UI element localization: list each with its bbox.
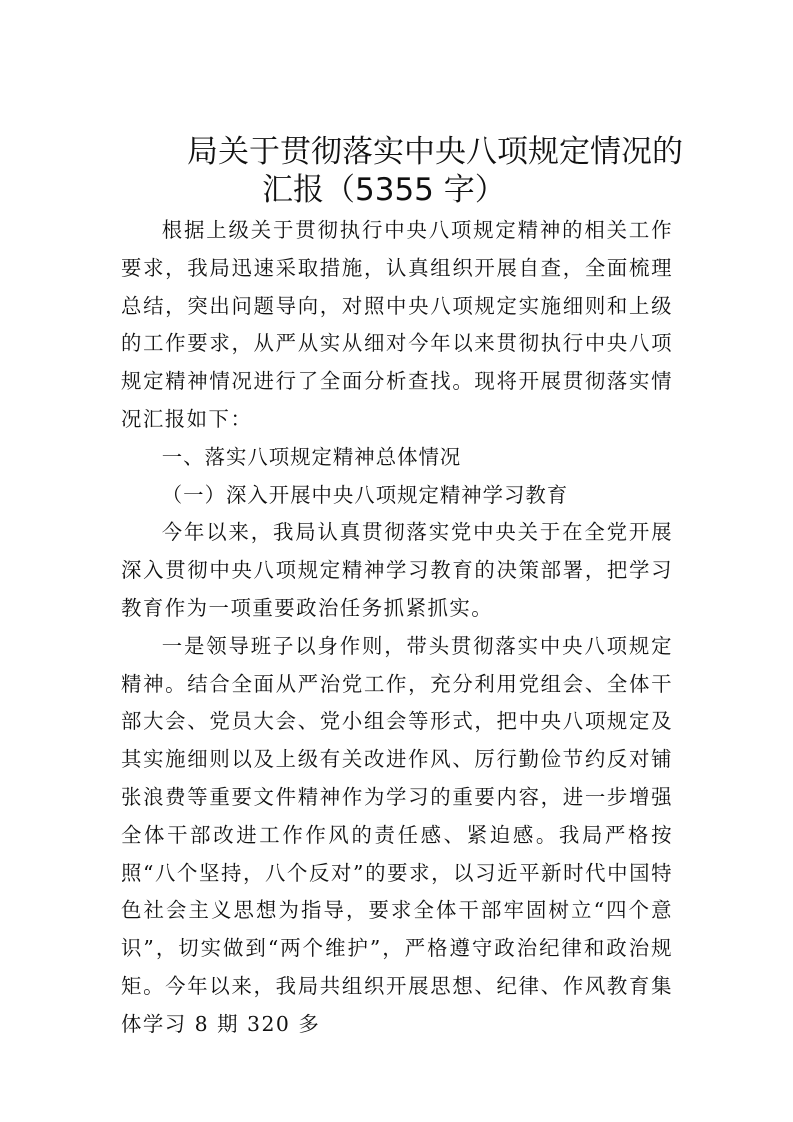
section-heading-1: 一、落实八项规定精神总体情况 <box>161 444 462 469</box>
document-title-line-2: 汇报（5355 字） <box>262 172 506 208</box>
subsection-heading-1: （一）深入开展中央八项规定精神学习教育 <box>161 482 569 507</box>
document-title-line-1: 局关于贯彻落实中央八项规定情况的 <box>187 134 683 170</box>
paragraph-intro: 根据上级关于贯彻执行中央八项规定精神的相关工作要求，我局迅速采取措施，认真组织开展自查，全面梳理总结，突出问题导向，对照中央八项规定实施细则和上级的工作要求，从严从实从细对今年以来贯彻执行中央八项规定精神情况进行了全面分析查找。现将开展贯彻落实情况汇报如下： <box>121 218 673 431</box>
paragraph-leadership: 一是领导班子以身作则，带头贯彻落实中央八项规定精神。结合全面从严治党工作，充分利用党组会、全体干部大会、党员大会、党小组会等形式，把中央八项规定及其实施细则以及上级有关改进作风、厉行勤俭节约反对铺张浪费等重要文件精神作为学习的重要内容，进一步增强全体干部改进工作作风的责任感、紧迫感。我局严格按照“八个坚持，八个反对”的要求，以习近平新时代中国特色社会主义思想为指导，要求全体干部牢固树立“四个意识”，切实做到“两个维护”，严格遵守政治纪律和政治规矩。今年以来，我局共组织开展思想、纪律、作风教育集体学习 8 期 320 多 <box>121 633 673 1036</box>
paragraph-study: 今年以来，我局认真贯彻落实党中央关于在全党开展深入贯彻中央八项规定精神学习教育的决策部署，把学习教育作为一项重要政治任务抓紧抓实。 <box>121 520 673 620</box>
document-body <box>121 212 673 1044</box>
